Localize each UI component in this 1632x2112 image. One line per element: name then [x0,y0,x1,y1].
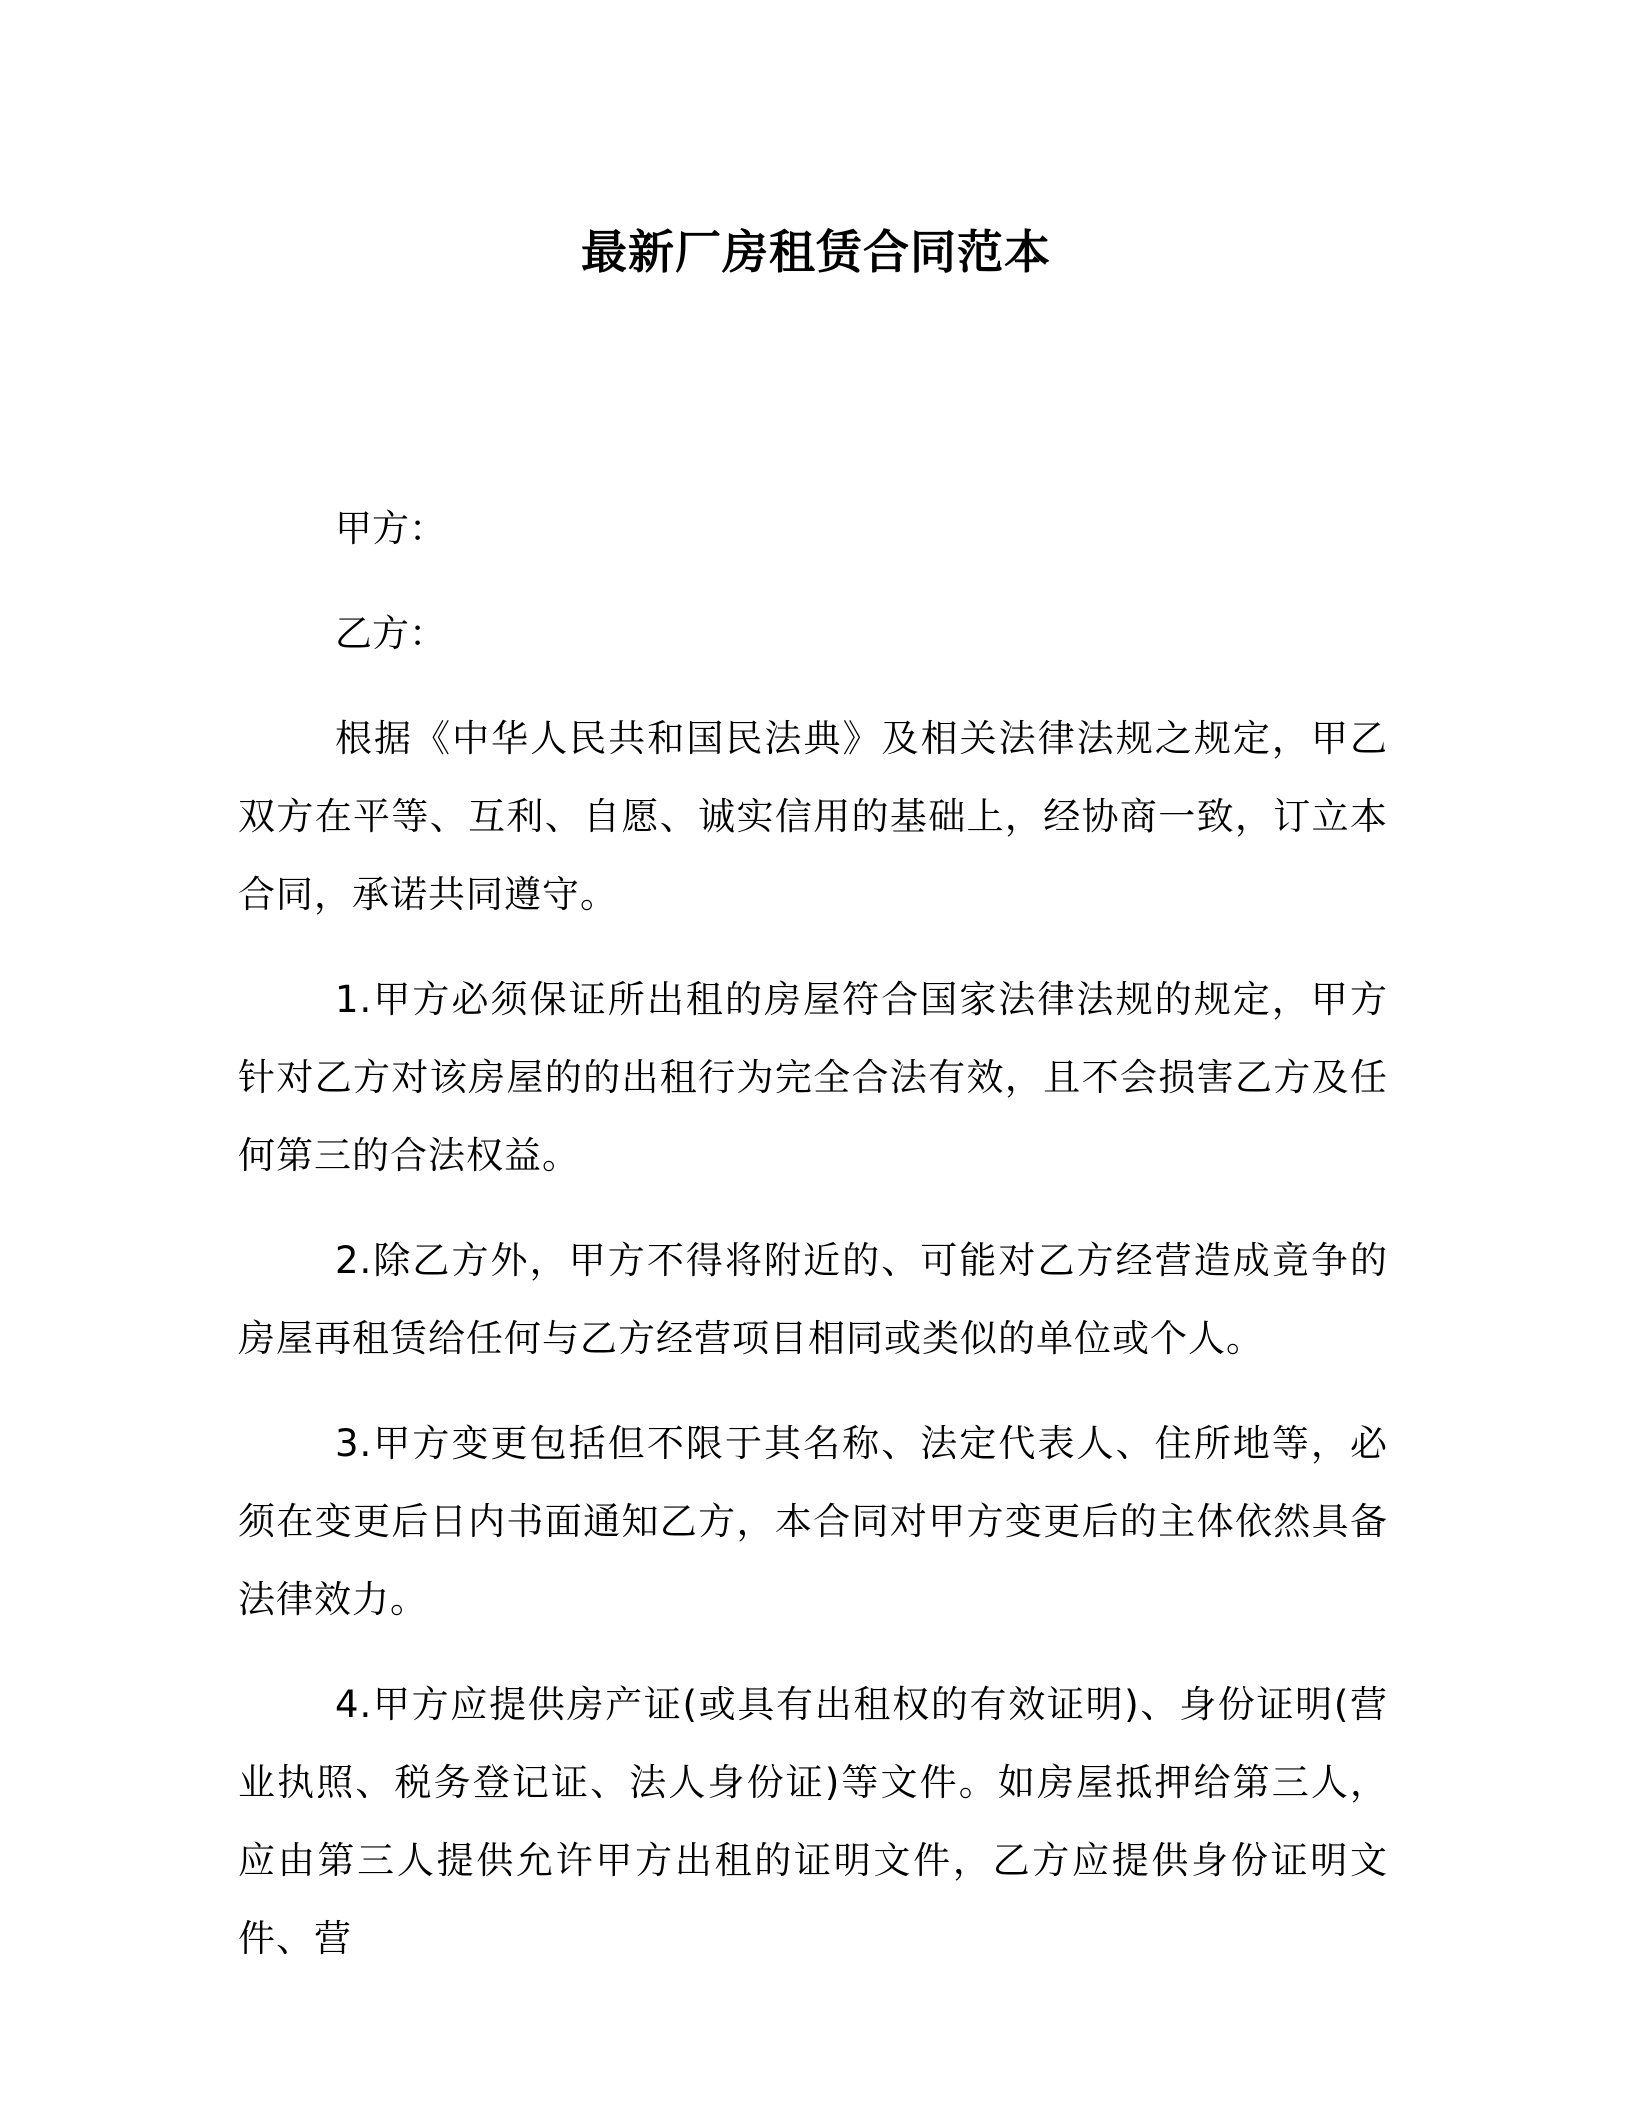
clause-3-paragraph: 3.甲方变更包括但不限于其名称、法定代表人、住所地等，必须在变更后日内书面通知乙方，本合同对甲方变更后的主体依然具备法律效力。 [238,1422,1388,1621]
party-b-line [238,595,1388,673]
document-title: 最新厂房租赁合同范本 [581,225,1051,279]
document-body [238,490,1388,2005]
party-b-label: 乙方： [335,612,446,655]
party-a-line [238,490,1388,568]
preamble-paragraph: 根据《中华人民共和国民法典》及相关法律法规之规定，甲乙双方在平等、互利、自愿、诚实信用的基础上，经协商一致，订立本合同，承诺共同遵守。 [238,717,1388,916]
clause-1-paragraph: 1.甲方必须保证所出租的房屋符合国家法律法规的规定，甲方针对乙方对该房屋的的出租行为完全合法有效，且不会损害乙方及任何第三的合法权益。 [238,978,1388,1177]
party-a-label: 甲方： [335,507,446,550]
clause-4-paragraph: 4.甲方应提供房产证(或具有出租权的有效证明)、身份证明(营业执照、税务登记证、法人身份证)等文件。如房屋抵押给第三人，应由第三人提供允许甲方出租的证明文件，乙方应提供身份证明文件、营 [238,1683,1388,1960]
clause-2-paragraph: 2.除乙方外，甲方不得将附近的、可能对乙方经营造成竟争的房屋再租赁给任何与乙方经营项目相同或类似的单位或个人。 [238,1239,1388,1360]
